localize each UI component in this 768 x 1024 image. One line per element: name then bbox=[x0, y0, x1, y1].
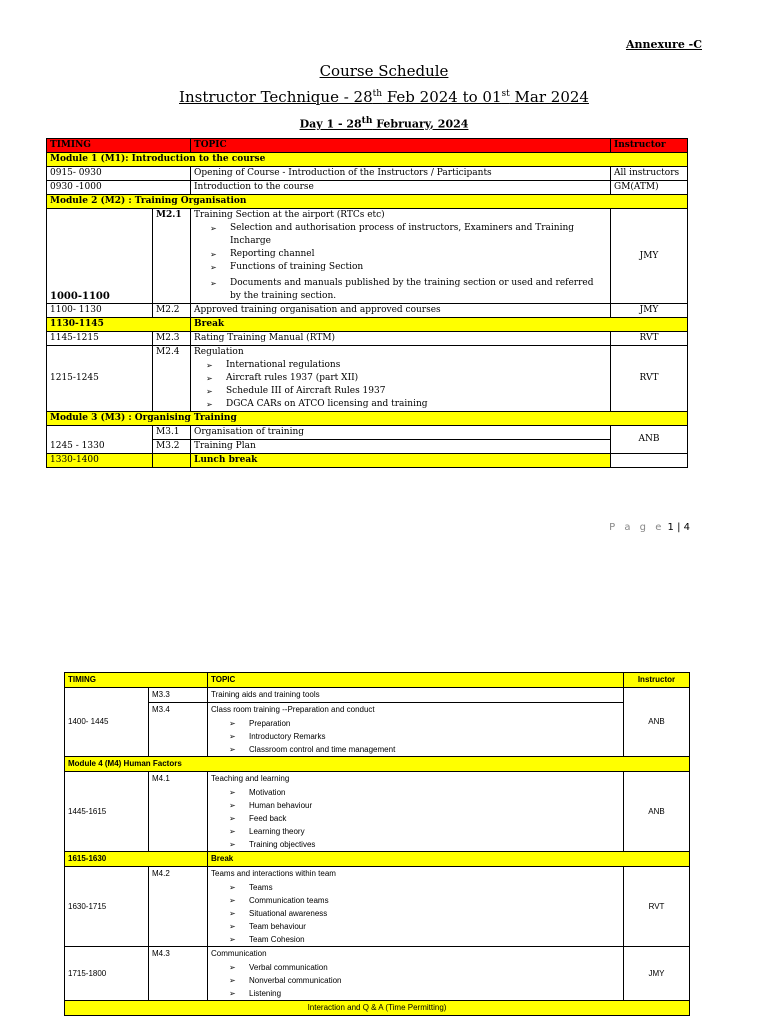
row-code: M3.3 bbox=[149, 688, 208, 703]
bullet-item: ➢ Introductory Remarks bbox=[249, 730, 620, 743]
bullet-item: ➢ Human behaviour bbox=[249, 799, 620, 812]
table-row bbox=[47, 426, 688, 440]
row-time: 1715-1800 bbox=[65, 947, 149, 1001]
bullet-item: ➢ International regulations bbox=[226, 359, 607, 372]
table-row bbox=[47, 346, 688, 412]
module-row bbox=[65, 757, 690, 772]
row-instructor: ANB bbox=[624, 688, 690, 757]
row-time: 1145-1215 bbox=[47, 332, 153, 346]
module-title: Module 1 (M1): Introduction to the course bbox=[47, 153, 688, 167]
table-row bbox=[47, 304, 688, 318]
schedule-table-page2 bbox=[64, 672, 690, 1016]
row-time: 1630-1715 bbox=[65, 867, 149, 947]
bullet-item: ➢ Situational awareness bbox=[249, 907, 620, 920]
row-instructor: JMY bbox=[611, 209, 688, 304]
row-topic: Organisation of training bbox=[191, 426, 611, 440]
bullet-item: ➢ Documents and manuals published by the training section or used and referred by the training section. bbox=[230, 277, 607, 303]
bullet-item: ➢ Learning theory bbox=[249, 825, 620, 838]
break-row bbox=[47, 318, 688, 332]
row-instructor: RVT bbox=[611, 332, 688, 346]
row-topic bbox=[208, 703, 624, 757]
module-row bbox=[47, 412, 688, 426]
table-header bbox=[65, 673, 690, 688]
row-code: M4.2 bbox=[149, 867, 208, 947]
header-topic: TOPIC bbox=[191, 139, 611, 153]
row-code: M4.1 bbox=[149, 772, 208, 852]
course-subtitle: Instructor Technique - 28th Feb 2024 to 01st Mar 2024 bbox=[179, 88, 589, 106]
bullet-item: ➢ Training objectives bbox=[249, 838, 620, 851]
bullet-item: ➢ Communication teams bbox=[249, 894, 620, 907]
topic-heading: Teams and interactions within team bbox=[211, 869, 336, 878]
table-row bbox=[65, 772, 690, 852]
row-time: 0915- 0930 bbox=[47, 167, 191, 181]
topic-bullets bbox=[211, 786, 620, 851]
bullet-item: ➢ Nonverbal communication bbox=[249, 974, 620, 987]
bullet-item: ➢ Functions of training Section bbox=[230, 261, 607, 274]
break-time: 1130-1145 bbox=[47, 318, 191, 332]
topic-heading: Teaching and learning bbox=[211, 774, 290, 783]
bullet-item: ➢ Motivation bbox=[249, 786, 620, 799]
row-time: 1400- 1445 bbox=[65, 688, 149, 757]
page-number: P a g e 1 | 4 bbox=[609, 522, 690, 533]
row-code: M4.3 bbox=[149, 947, 208, 1001]
bullet-item: ➢ Listening bbox=[249, 987, 620, 1000]
row-code: M2.4 bbox=[153, 346, 191, 412]
table-row bbox=[47, 209, 688, 304]
bullet-item: ➢ Team behaviour bbox=[249, 920, 620, 933]
bullet-item: ➢ Classroom control and time management bbox=[249, 743, 620, 756]
topic-heading: Class room training --Preparation and conduct bbox=[211, 705, 375, 714]
topic-bullets bbox=[211, 717, 620, 756]
row-code: M2.3 bbox=[153, 332, 191, 346]
break-label: Lunch break bbox=[191, 454, 611, 468]
row-instructor: ANB bbox=[611, 426, 688, 454]
module-row bbox=[47, 153, 688, 167]
row-topic: Approved training organisation and approved courses bbox=[191, 304, 611, 318]
table-row bbox=[47, 167, 688, 181]
module-row bbox=[47, 195, 688, 209]
day-heading: Day 1 - 28th February, 2024 bbox=[299, 116, 469, 131]
break-time: 1330-1400 bbox=[47, 454, 153, 468]
document-title: Course Schedule bbox=[319, 62, 449, 80]
table-row bbox=[65, 703, 690, 757]
table-row bbox=[65, 867, 690, 947]
row-instructor: All instructors bbox=[611, 167, 688, 181]
header-topic: TOPIC bbox=[208, 673, 624, 688]
row-topic: Opening of Course - Introduction of the Instructors / Participants bbox=[191, 167, 611, 181]
annexure-label: Annexure -C bbox=[625, 38, 702, 51]
topic-bullets bbox=[194, 222, 607, 303]
row-time: 1445-1615 bbox=[65, 772, 149, 852]
header-timing: TIMING bbox=[65, 673, 208, 688]
row-code: M3.2 bbox=[153, 440, 191, 454]
row-code: M2.2 bbox=[153, 304, 191, 318]
footer-note: Interaction and Q & A (Time Permitting) bbox=[65, 1001, 690, 1016]
row-instructor: ANB bbox=[624, 772, 690, 852]
row-instructor: RVT bbox=[624, 867, 690, 947]
bullet-item: ➢ Teams bbox=[249, 881, 620, 894]
header-timing: TIMING bbox=[47, 139, 191, 153]
table-header bbox=[47, 139, 688, 153]
topic-bullets bbox=[211, 961, 620, 1000]
table-row bbox=[65, 947, 690, 1001]
row-time: 0930 -1000 bbox=[47, 181, 191, 195]
row-time: 1245 - 1330 bbox=[47, 426, 153, 454]
topic-heading: Training Section at the airport (RTCs etc) bbox=[194, 210, 385, 220]
header-instructor: Instructor bbox=[624, 673, 690, 688]
module-title: Module 2 (M2) : Training Organisation bbox=[47, 195, 688, 209]
table-row bbox=[65, 688, 690, 703]
bullet-item: ➢ Schedule III of Aircraft Rules 1937 bbox=[226, 385, 607, 398]
topic-heading: Regulation bbox=[194, 347, 244, 357]
row-instructor: RVT bbox=[611, 346, 688, 412]
row-code: M2.1 bbox=[153, 209, 191, 304]
bullet-item: ➢ Preparation bbox=[249, 717, 620, 730]
topic-bullets bbox=[194, 359, 607, 411]
break-label: Break bbox=[191, 318, 688, 332]
break-empty bbox=[611, 454, 688, 468]
row-instructor: JMY bbox=[611, 304, 688, 318]
footer-row bbox=[65, 1001, 690, 1016]
row-topic bbox=[208, 947, 624, 1001]
break-empty bbox=[153, 454, 191, 468]
bullet-item: ➢ Aircraft rules 1937 (part XII) bbox=[226, 372, 607, 385]
row-topic: Introduction to the course bbox=[191, 181, 611, 195]
header-instructor: Instructor bbox=[611, 139, 688, 153]
module-title: Module 4 (M4) Human Factors bbox=[65, 757, 690, 772]
row-topic bbox=[208, 772, 624, 852]
row-topic: Training Plan bbox=[191, 440, 611, 454]
bullet-item: ➢ Selection and authorisation process of instructors, Examiners and Training Incharge bbox=[230, 222, 607, 248]
row-topic bbox=[191, 346, 611, 412]
row-topic: Rating Training Manual (RTM) bbox=[191, 332, 611, 346]
row-time: 1100- 1130 bbox=[47, 304, 153, 318]
schedule-table-day1 bbox=[46, 138, 688, 468]
topic-bullets bbox=[211, 881, 620, 946]
row-time: 1000-1100 bbox=[47, 209, 153, 304]
row-time: 1215-1245 bbox=[47, 346, 153, 412]
bullet-item: ➢ Reporting channel bbox=[230, 248, 607, 261]
table-row bbox=[47, 181, 688, 195]
row-topic: Training aids and training tools bbox=[208, 688, 624, 703]
bullet-item: ➢ DGCA CARs on ATCO licensing and training bbox=[226, 398, 607, 411]
row-topic bbox=[191, 209, 611, 304]
break-row bbox=[65, 852, 690, 867]
break-label: Break bbox=[208, 852, 690, 867]
break-time: 1615-1630 bbox=[65, 852, 208, 867]
bullet-item: ➢ Team Cohesion bbox=[249, 933, 620, 946]
row-code: M3.4 bbox=[149, 703, 208, 757]
row-instructor: JMY bbox=[624, 947, 690, 1001]
break-row bbox=[47, 454, 688, 468]
table-row bbox=[47, 332, 688, 346]
bullet-item: ➢ Feed back bbox=[249, 812, 620, 825]
module-title: Module 3 (M3) : Organising Training bbox=[47, 412, 688, 426]
row-instructor: GM(ATM) bbox=[611, 181, 688, 195]
row-topic bbox=[208, 867, 624, 947]
bullet-item: ➢ Verbal communication bbox=[249, 961, 620, 974]
topic-heading: Communication bbox=[211, 949, 267, 958]
row-code: M3.1 bbox=[153, 426, 191, 440]
